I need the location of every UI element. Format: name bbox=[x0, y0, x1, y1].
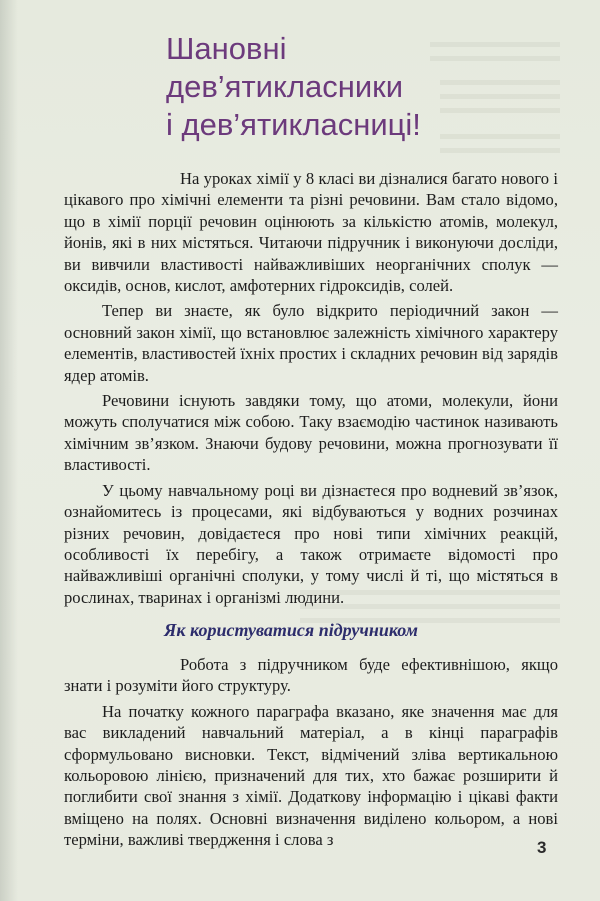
page-number: 3 bbox=[537, 838, 547, 857]
title-line: Шановні bbox=[166, 31, 287, 66]
section-paragraph: Робота з підручником буде ефективнішою, якщо знати і розуміти його структуру. bbox=[64, 655, 558, 696]
intro-paragraph: Речовини існують завдяки тому, що атоми, молекули, йони можуть сполучатися між собою. Таку взаємодію частинок називають хімічним зв’язком. Знаючи будову речовини, можна прогнозувати її властивості. bbox=[64, 391, 558, 475]
page-title bbox=[166, 30, 566, 144]
intro-paragraph: Тепер ви знаєте, як було відкрито періодичний закон — основний закон хімії, що встановлює залежність хімічного характеру елементів, властивостей їхніх простих і складних речовин від зарядів ядер атомів. bbox=[64, 301, 558, 385]
section-heading: Як користуватися підручником bbox=[164, 620, 418, 640]
section-text bbox=[64, 654, 558, 851]
title-line: дев’ятикласники bbox=[166, 69, 404, 104]
intro-text bbox=[64, 168, 558, 608]
intro-paragraph: У цьому навчальному році ви дізнаєтеся про водневий зв’язок, ознайомитесь із процесами, які відбуваються у водних розчинах різних речовин, довідаєтеся про нові типи хімічних реакцій, особливості їх перебігу, а також отримаєте відомості про найважливіші органічні сполуки, у тому числі й ті, що містяться в рослинах, тваринах і організмі людини. bbox=[64, 480, 558, 607]
section-paragraph: На початку кожного параграфа вказано, яке значення має для вас викладений навчальний матеріал, а в кінці параграфів сформульовано висновки. Текст, відмічений зліва вертикальною кольоровою лінією, призначений для тих, хто бажає розширити й поглибити свої знання з хімії. Додаткову інформацію і цікаві факти вміщено на полях. Основні визначення виділено кольором, а нові терміни, важливі твердження і слова з bbox=[64, 701, 558, 850]
title-line: і дев’ятикласниці! bbox=[166, 107, 421, 142]
page-edge-shadow bbox=[0, 0, 18, 901]
intro-paragraph: На уроках хімії у 8 класі ви дізналися багато нового і цікавого про хімічні елементи та різні речовини. Вам стало відомо, що в хімії порції речовин оцінюють за кількістю атомів, молекул, йонів, які в них містяться. Читаючи підручник і виконуючи досліди, ви вивчили властивості найважливіших неорганічних сполук — оксидів, основ, кислот, амфотерних гідроксидів, солей. bbox=[64, 169, 558, 296]
